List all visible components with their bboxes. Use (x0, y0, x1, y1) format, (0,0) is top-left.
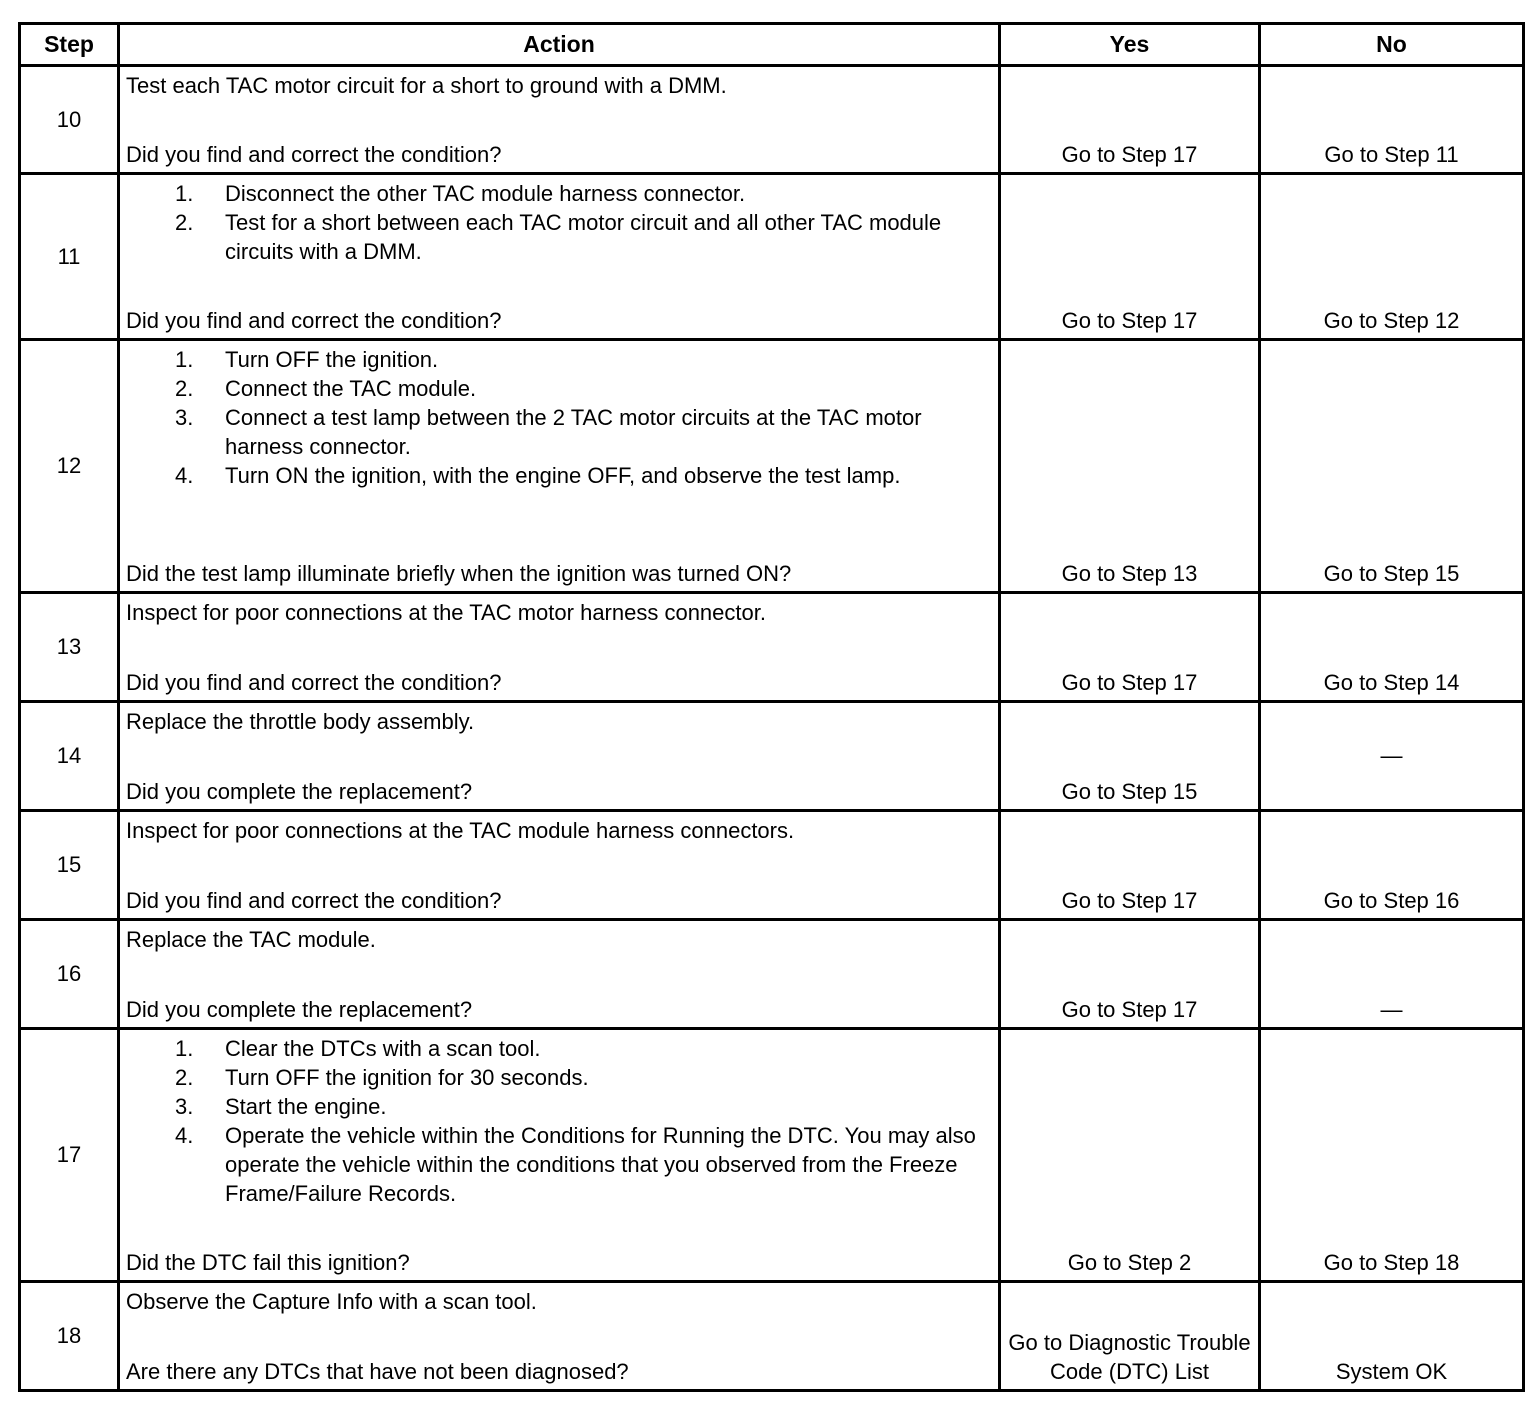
list-item-text: Connect a test lamp between the 2 TAC motor circuits at the TAC motor harness connector. (225, 405, 922, 459)
list-item-text: Clear the DTCs with a scan tool. (225, 1036, 541, 1061)
no-result: System OK (1335, 1359, 1448, 1384)
yes-cell (1000, 66, 1260, 174)
yes-result: Go to Step 17 (1061, 670, 1198, 695)
header-action: Action (119, 24, 1000, 66)
table-row (20, 593, 1524, 702)
no-cell (1260, 702, 1524, 811)
step-number: 13 (20, 593, 119, 702)
yes-cell (1000, 1029, 1260, 1282)
action-cell (119, 811, 1000, 920)
list-item-number: 3. (175, 405, 194, 430)
yes-cell (1000, 811, 1260, 920)
action-question: Are there any DTCs that have not been diagnosed? (126, 1359, 629, 1384)
action-list-item (126, 1034, 992, 1063)
action-text: Replace the TAC module. (126, 927, 376, 952)
step-number: 10 (20, 66, 119, 174)
action-list-item (126, 461, 992, 490)
yes-cell (1000, 174, 1260, 340)
no-cell (1260, 811, 1524, 920)
action-text: Test each TAC motor circuit for a short to ground with a DMM. (126, 73, 727, 98)
no-result: Go to Step 16 (1323, 888, 1460, 913)
no-result: Go to Step 14 (1323, 670, 1460, 695)
action-question: Did the test lamp illuminate briefly when the ignition was turned ON? (126, 561, 792, 586)
action-instructions (126, 1034, 992, 1208)
action-list-item (126, 1063, 992, 1092)
action-list-item (126, 179, 992, 208)
no-result: Go to Step 11 (1324, 142, 1459, 167)
header-row (20, 24, 1524, 66)
action-instructions (126, 816, 992, 845)
action-question: Did you find and correct the condition? (126, 142, 502, 167)
action-instructions (126, 598, 992, 627)
table-row (20, 920, 1524, 1029)
yes-result: Go to Step 2 (1067, 1250, 1192, 1275)
action-cell (119, 920, 1000, 1029)
step-number: 16 (20, 920, 119, 1029)
action-instructions (126, 707, 992, 736)
yes-result: Go to Step 17 (1061, 308, 1198, 333)
list-item-number: 2. (175, 210, 194, 235)
no-cell (1260, 340, 1524, 593)
yes-cell (1000, 593, 1260, 702)
diagnostic-table (18, 22, 1525, 1392)
action-question: Did you complete the replacement? (126, 997, 473, 1022)
action-question: Did the DTC fail this ignition? (126, 1250, 410, 1275)
yes-cell (1000, 702, 1260, 811)
list-item-number: 2. (175, 376, 194, 401)
no-result: Go to Step 12 (1323, 308, 1460, 333)
table-row (20, 174, 1524, 340)
table-row (20, 1029, 1524, 1282)
action-text: Inspect for poor connections at the TAC module harness connectors. (126, 818, 795, 843)
table-row (20, 340, 1524, 593)
yes-cell (1000, 920, 1260, 1029)
no-result: Go to Step 15 (1323, 561, 1460, 586)
step-number: 12 (20, 340, 119, 593)
action-list-item (126, 345, 992, 374)
yes-result: Go to Step 15 (1061, 779, 1198, 804)
list-item-number: 1. (175, 347, 194, 372)
yes-result: Go to Step 17 (1061, 142, 1198, 167)
list-item-number: 1. (175, 1036, 194, 1061)
table-row (20, 702, 1524, 811)
no-cell (1260, 66, 1524, 174)
list-item-number: 1. (175, 181, 194, 206)
action-text: Replace the throttle body assembly. (126, 709, 475, 734)
no-result: Go to Step 18 (1323, 1250, 1460, 1275)
yes-result: Go to Diagnostic Trouble Code (DTC) List (1008, 1330, 1251, 1384)
list-item-text: Turn OFF the ignition. (225, 347, 439, 372)
action-list-item (126, 374, 992, 403)
action-cell (119, 66, 1000, 174)
action-cell (119, 174, 1000, 340)
yes-result: Go to Step 17 (1061, 997, 1198, 1022)
header-yes: Yes (1000, 24, 1260, 66)
yes-cell (1000, 1282, 1260, 1391)
action-cell (119, 702, 1000, 811)
action-text: Observe the Capture Info with a scan tool. (126, 1289, 537, 1314)
action-cell (119, 1282, 1000, 1391)
no-result: — (1380, 743, 1403, 768)
list-item-text: Operate the vehicle within the Conditions for Running the DTC. You may also operate the vehicle within the conditions that you observed from the Freeze Frame/Failure Records. (225, 1123, 976, 1206)
list-item-text: Turn OFF the ignition for 30 seconds. (225, 1065, 589, 1090)
action-instructions (126, 71, 992, 100)
step-number: 11 (20, 174, 119, 340)
action-instructions (126, 1287, 992, 1316)
action-list-item (126, 1092, 992, 1121)
header-no: No (1260, 24, 1524, 66)
list-item-text: Start the engine. (225, 1094, 387, 1119)
action-list-item (126, 208, 992, 266)
yes-result: Go to Step 17 (1061, 888, 1198, 913)
step-number: 17 (20, 1029, 119, 1282)
action-question: Did you find and correct the condition? (126, 308, 502, 333)
action-cell (119, 340, 1000, 593)
action-question: Did you find and correct the condition? (126, 670, 502, 695)
action-question: Did you complete the replacement? (126, 779, 473, 804)
list-item-number: 4. (175, 1123, 194, 1148)
action-instructions (126, 925, 992, 954)
list-item-text: Disconnect the other TAC module harness connector. (225, 181, 746, 206)
no-result: — (1380, 997, 1403, 1022)
step-number: 14 (20, 702, 119, 811)
list-item-number: 2. (175, 1065, 194, 1090)
list-item-number: 3. (175, 1094, 194, 1119)
no-cell (1260, 1282, 1524, 1391)
no-cell (1260, 593, 1524, 702)
table-row (20, 66, 1524, 174)
yes-result: Go to Step 13 (1061, 561, 1198, 586)
list-item-text: Connect the TAC module. (225, 376, 477, 401)
list-item-number: 4. (175, 463, 194, 488)
list-item-text: Test for a short between each TAC motor circuit and all other TAC module circuits with a DMM. (225, 210, 942, 264)
no-cell (1260, 920, 1524, 1029)
table-body (20, 66, 1524, 1391)
table-row (20, 811, 1524, 920)
action-instructions (126, 345, 992, 490)
action-question: Did you find and correct the condition? (126, 888, 502, 913)
action-list-item (126, 1121, 992, 1208)
header-step: Step (20, 24, 119, 66)
action-list-item (126, 403, 992, 461)
step-number: 18 (20, 1282, 119, 1391)
action-text: Inspect for poor connections at the TAC motor harness connector. (126, 600, 766, 625)
action-instructions (126, 179, 992, 266)
table-row (20, 1282, 1524, 1391)
no-cell (1260, 1029, 1524, 1282)
action-cell (119, 593, 1000, 702)
action-cell (119, 1029, 1000, 1282)
step-number: 15 (20, 811, 119, 920)
no-cell (1260, 174, 1524, 340)
list-item-text: Turn ON the ignition, with the engine OFF, and observe the test lamp. (225, 463, 901, 488)
yes-cell (1000, 340, 1260, 593)
